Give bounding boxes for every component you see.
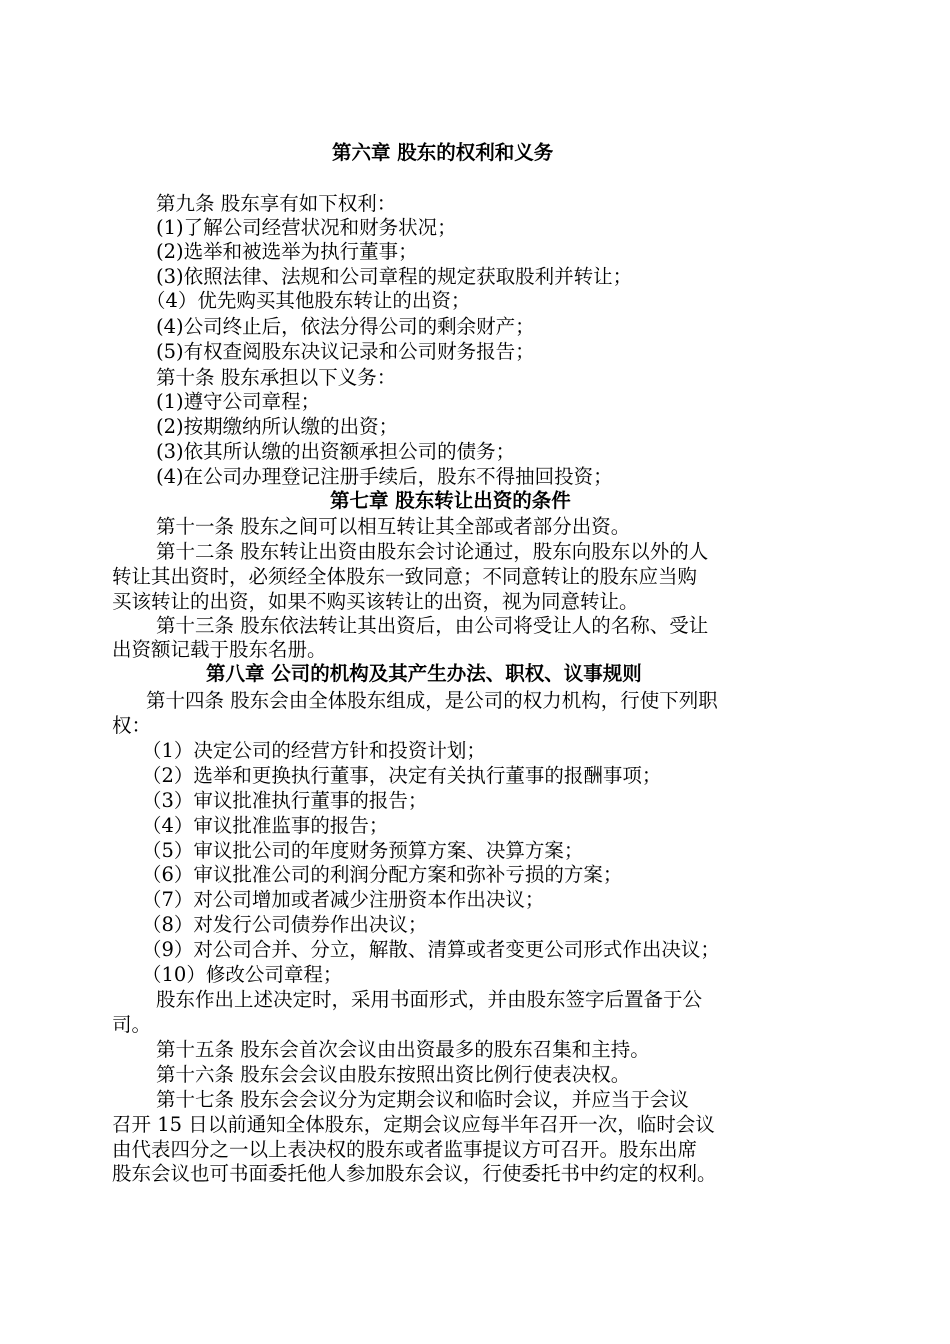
- article-14-line: 第十四条 股东会由全体股东组成，是公司的权力机构，行使下列职: [146, 689, 718, 712]
- list-item: （10）修改公司章程；: [142, 963, 343, 986]
- list-item: （6）审议批准公司的利润分配方案和弥补亏损的方案；: [142, 863, 623, 886]
- list-item: （9）对公司合并、分立，解散、清算或者变更公司形式作出决议；: [142, 938, 720, 961]
- chapter-6-title: 第六章 股东的权利和义务: [332, 141, 554, 164]
- list-item: (4)公司终止后，依法分得公司的剩余财产；: [156, 315, 535, 338]
- list-item: (1)遵守公司章程；: [156, 390, 321, 413]
- list-item: （1）决定公司的经营方针和投资计划；: [142, 739, 486, 762]
- chapter-8-title: 第八章 公司的机构及其产生办法、职权、议事规则: [206, 662, 642, 685]
- article-12-line: 买该转让的出资，如果不购买该转让的出资，视为同意转让。: [112, 590, 639, 613]
- list-item: (5)有权查阅股东决议记录和公司财务报告；: [156, 340, 535, 363]
- list-item: （8）对发行公司债券作出决议；: [142, 913, 428, 936]
- list-item: (3)依照法律、法规和公司章程的规定获取股利并转让；: [156, 265, 633, 288]
- article-13-line: 第十三条 股东依法转让其出资后，由公司将受让人的名称、受让: [156, 614, 709, 637]
- article-14-note-line: 股东作出上述决定时，采用书面形式，并由股东签字后置备于公: [156, 988, 703, 1011]
- list-item: (1)了解公司经营状况和财务状况；: [156, 216, 457, 239]
- list-item: （4）优先购买其他股东转让的出资；: [146, 289, 471, 312]
- list-item: （2）选举和更换执行董事，决定有关执行董事的报酬事项；: [142, 764, 662, 787]
- article-14-note-line: 司。: [112, 1013, 152, 1036]
- article-10-heading: 第十条 股东承担以下义务：: [156, 366, 397, 389]
- list-item: （4）审议批准监事的报告；: [142, 814, 389, 837]
- article-9-heading: 第九条 股东享有如下权利：: [156, 192, 397, 215]
- article-17-line: 由代表四分之一以上表决权的股东或者监事提议方可召开。股东出席: [112, 1138, 698, 1161]
- list-item: (4)在公司办理登记注册手续后，股东不得抽回投资；: [156, 465, 613, 488]
- article-16: 第十六条 股东会会议由股东按照出资比例行使表决权。: [156, 1063, 631, 1086]
- article-17-line: 召开 15 日以前通知全体股东，定期会议应每半年召开一次，临时会议: [112, 1113, 715, 1136]
- list-item: （3）审议批准执行董事的报告；: [142, 789, 428, 812]
- article-12-line: 转让其出资时，必须经全体股东一致同意；不同意转让的股东应当购: [112, 565, 698, 588]
- article-17-line: 第十七条 股东会会议分为定期会议和临时会议，并应当于会议: [156, 1088, 689, 1111]
- list-item: (2)按期缴纳所认缴的出资；: [156, 415, 399, 438]
- article-15: 第十五条 股东会首次会议由出资最多的股东召集和主持。: [156, 1038, 650, 1061]
- list-item: (3)依其所认缴的出资额承担公司的债务；: [156, 440, 516, 463]
- list-item: （5）审议批公司的年度财务预算方案、决算方案；: [142, 839, 584, 862]
- article-12-line: 第十二条 股东转让出资由股东会讨论通过，股东向股东以外的人: [156, 540, 709, 563]
- list-item: (2)选举和被选举为执行董事；: [156, 240, 418, 263]
- article-13-line: 出资额记载于股东名册。: [112, 638, 327, 661]
- list-item: （7）对公司增加或者减少注册资本作出决议；: [142, 888, 545, 911]
- article-17-line: 股东会议也可书面委托他人参加股东会议，行使委托书中约定的权利。: [112, 1162, 717, 1185]
- article-11: 第十一条 股东之间可以相互转让其全部或者部分出资。: [156, 515, 631, 538]
- article-14-line: 权：: [112, 714, 152, 737]
- chapter-7-title: 第七章 股东转让出资的条件: [330, 489, 571, 512]
